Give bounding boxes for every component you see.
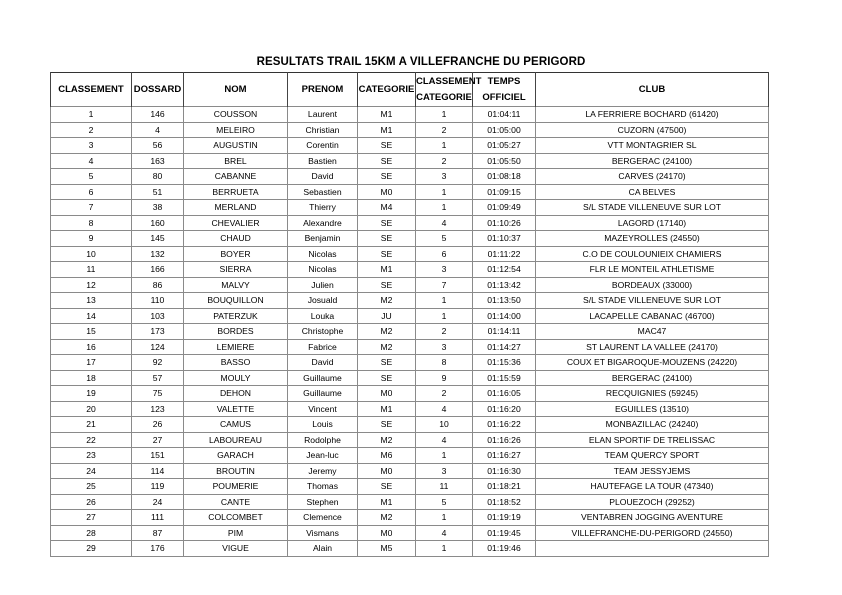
dossard-cell: 86 (132, 277, 184, 293)
classement-categorie-cell: 1 (416, 200, 473, 216)
classement-categorie-cell: 1 (416, 184, 473, 200)
dossard-cell: 173 (132, 324, 184, 340)
club-cell: HAUTEFAGE LA TOUR (47340) (536, 479, 769, 495)
table-row (51, 293, 769, 309)
categorie-cell: M5 (358, 541, 416, 557)
table-row (51, 308, 769, 324)
header-classement-categorie: CLASSEMENT CATEGORIE (416, 73, 473, 107)
dossard-cell: 166 (132, 262, 184, 278)
temps-cell: 01:12:54 (473, 262, 536, 278)
classement-categorie-cell: 1 (416, 541, 473, 557)
header-nom: NOM (184, 73, 288, 107)
nom-cell: AUGUSTIN (184, 138, 288, 154)
table-row (51, 386, 769, 402)
categorie-cell: SE (358, 246, 416, 262)
categorie-cell: M2 (358, 432, 416, 448)
dossard-cell: 57 (132, 370, 184, 386)
table-row (51, 184, 769, 200)
temps-cell: 01:19:45 (473, 525, 536, 541)
club-cell: VILLEFRANCHE-DU-PERIGORD (24550) (536, 525, 769, 541)
nom-cell: PIM (184, 525, 288, 541)
dossard-cell: 146 (132, 107, 184, 123)
temps-cell: 01:05:50 (473, 153, 536, 169)
classement-categorie-cell: 8 (416, 355, 473, 371)
classement-categorie-cell: 3 (416, 262, 473, 278)
dossard-cell: 145 (132, 231, 184, 247)
nom-cell: BOYER (184, 246, 288, 262)
dossard-cell: 132 (132, 246, 184, 262)
temps-cell: 01:18:21 (473, 479, 536, 495)
classement-cell: 21 (51, 417, 132, 433)
dossard-cell: 163 (132, 153, 184, 169)
club-cell: BORDEAUX (33000) (536, 277, 769, 293)
classement-categorie-cell: 3 (416, 169, 473, 185)
categorie-cell: SE (358, 370, 416, 386)
club-cell (536, 541, 769, 557)
prenom-cell: Laurent (288, 107, 358, 123)
classement-cell: 23 (51, 448, 132, 464)
temps-cell: 01:16:27 (473, 448, 536, 464)
prenom-cell: Alain (288, 541, 358, 557)
club-cell: S/L STADE VILLENEUVE SUR LOT (536, 200, 769, 216)
prenom-cell: Jean-luc (288, 448, 358, 464)
classement-cell: 6 (51, 184, 132, 200)
classement-cell: 29 (51, 541, 132, 557)
club-cell: CUZORN (47500) (536, 122, 769, 138)
nom-cell: CHEVALIER (184, 215, 288, 231)
classement-cell: 13 (51, 293, 132, 309)
classement-categorie-cell: 1 (416, 448, 473, 464)
temps-cell: 01:16:30 (473, 463, 536, 479)
classement-cell: 26 (51, 494, 132, 510)
nom-cell: CANTE (184, 494, 288, 510)
categorie-cell: SE (358, 355, 416, 371)
prenom-cell: Guillaume (288, 370, 358, 386)
temps-cell: 01:04:11 (473, 107, 536, 123)
categorie-cell: M1 (358, 494, 416, 510)
temps-cell: 01:05:27 (473, 138, 536, 154)
categorie-cell: M1 (358, 122, 416, 138)
classement-cell: 10 (51, 246, 132, 262)
categorie-cell: JU (358, 308, 416, 324)
temps-cell: 01:13:42 (473, 277, 536, 293)
dossard-cell: 24 (132, 494, 184, 510)
nom-cell: SIERRA (184, 262, 288, 278)
prenom-cell: Clemence (288, 510, 358, 526)
classement-categorie-cell: 4 (416, 215, 473, 231)
temps-cell: 01:11:22 (473, 246, 536, 262)
table-row (51, 510, 769, 526)
classement-categorie-cell: 5 (416, 231, 473, 247)
classement-categorie-cell: 5 (416, 494, 473, 510)
classement-categorie-cell: 9 (416, 370, 473, 386)
prenom-cell: Julien (288, 277, 358, 293)
temps-cell: 01:10:26 (473, 215, 536, 231)
club-cell: MAC47 (536, 324, 769, 340)
prenom-cell: Jeremy (288, 463, 358, 479)
club-cell: COUX ET BIGAROQUE-MOUZENS (24220) (536, 355, 769, 371)
classement-cell: 22 (51, 432, 132, 448)
categorie-cell: M4 (358, 200, 416, 216)
classement-cell: 7 (51, 200, 132, 216)
table-row (51, 231, 769, 247)
table-row (51, 494, 769, 510)
classement-cell: 15 (51, 324, 132, 340)
table-row (51, 417, 769, 433)
classement-cell: 2 (51, 122, 132, 138)
classement-cell: 1 (51, 107, 132, 123)
nom-cell: BOUQUILLON (184, 293, 288, 309)
header-categorie: CATEGORIE (358, 73, 416, 107)
categorie-cell: M6 (358, 448, 416, 464)
prenom-cell: Louka (288, 308, 358, 324)
classement-cell: 28 (51, 525, 132, 541)
club-cell: ELAN SPORTIF DE TRELISSAC (536, 432, 769, 448)
classement-categorie-cell: 2 (416, 153, 473, 169)
nom-cell: LEMIERE (184, 339, 288, 355)
header-prenom: PRENOM (288, 73, 358, 107)
temps-cell: 01:16:20 (473, 401, 536, 417)
classement-cell: 17 (51, 355, 132, 371)
table-row (51, 370, 769, 386)
dossard-cell: 160 (132, 215, 184, 231)
header-classement: CLASSEMENT (51, 73, 132, 107)
header-dossard: DOSSARD (132, 73, 184, 107)
categorie-cell: SE (358, 215, 416, 231)
club-cell: CARVES (24170) (536, 169, 769, 185)
dossard-cell: 111 (132, 510, 184, 526)
classement-cell: 11 (51, 262, 132, 278)
classement-categorie-cell: 7 (416, 277, 473, 293)
categorie-cell: M0 (358, 386, 416, 402)
temps-cell: 01:16:05 (473, 386, 536, 402)
table-row (51, 215, 769, 231)
categorie-cell: M0 (358, 184, 416, 200)
dossard-cell: 176 (132, 541, 184, 557)
categorie-cell: M2 (358, 324, 416, 340)
dossard-cell: 27 (132, 432, 184, 448)
temps-cell: 01:19:46 (473, 541, 536, 557)
nom-cell: VIGUE (184, 541, 288, 557)
categorie-cell: M0 (358, 525, 416, 541)
results-body (51, 107, 769, 557)
temps-cell: 01:10:37 (473, 231, 536, 247)
prenom-cell: Rodolphe (288, 432, 358, 448)
results-table (50, 72, 769, 557)
table-row (51, 153, 769, 169)
club-cell: FLR LE MONTEIL ATHLETISME (536, 262, 769, 278)
table-row (51, 324, 769, 340)
dossard-cell: 87 (132, 525, 184, 541)
table-row (51, 448, 769, 464)
dossard-cell: 51 (132, 184, 184, 200)
temps-cell: 01:19:19 (473, 510, 536, 526)
table-row (51, 463, 769, 479)
prenom-cell: Bastien (288, 153, 358, 169)
nom-cell: BERRUETA (184, 184, 288, 200)
dossard-cell: 114 (132, 463, 184, 479)
categorie-cell: M2 (358, 293, 416, 309)
prenom-cell: Benjamin (288, 231, 358, 247)
nom-cell: CAMUS (184, 417, 288, 433)
classement-cell: 5 (51, 169, 132, 185)
table-row (51, 122, 769, 138)
nom-cell: PATERZUK (184, 308, 288, 324)
classement-categorie-cell: 1 (416, 293, 473, 309)
classement-categorie-cell: 2 (416, 122, 473, 138)
nom-cell: LABOUREAU (184, 432, 288, 448)
prenom-cell: David (288, 355, 358, 371)
classement-cell: 14 (51, 308, 132, 324)
dossard-cell: 119 (132, 479, 184, 495)
table-row (51, 479, 769, 495)
dossard-cell: 103 (132, 308, 184, 324)
nom-cell: MELEIRO (184, 122, 288, 138)
temps-cell: 01:15:36 (473, 355, 536, 371)
header-club: CLUB (536, 73, 769, 107)
club-cell: TEAM JESSYJEMS (536, 463, 769, 479)
club-cell: LA FERRIERE BOCHARD (61420) (536, 107, 769, 123)
club-cell: C.O DE COULOUNIEIX CHAMIERS (536, 246, 769, 262)
categorie-cell: M2 (358, 510, 416, 526)
temps-cell: 01:16:22 (473, 417, 536, 433)
dossard-cell: 80 (132, 169, 184, 185)
nom-cell: BROUTIN (184, 463, 288, 479)
temps-cell: 01:05:00 (473, 122, 536, 138)
prenom-cell: Sebastien (288, 184, 358, 200)
table-row (51, 339, 769, 355)
categorie-cell: M1 (358, 262, 416, 278)
nom-cell: BASSO (184, 355, 288, 371)
prenom-cell: Nicolas (288, 262, 358, 278)
dossard-cell: 124 (132, 339, 184, 355)
classement-categorie-cell: 4 (416, 401, 473, 417)
temps-cell: 01:15:59 (473, 370, 536, 386)
temps-cell: 01:16:26 (473, 432, 536, 448)
nom-cell: BORDES (184, 324, 288, 340)
prenom-cell: Stephen (288, 494, 358, 510)
dossard-cell: 4 (132, 122, 184, 138)
classement-categorie-cell: 10 (416, 417, 473, 433)
club-cell: EGUILLES (13510) (536, 401, 769, 417)
classement-categorie-cell: 1 (416, 138, 473, 154)
classement-categorie-cell: 1 (416, 510, 473, 526)
dossard-cell: 151 (132, 448, 184, 464)
club-cell: BERGERAC (24100) (536, 370, 769, 386)
prenom-cell: David (288, 169, 358, 185)
classement-categorie-cell: 1 (416, 107, 473, 123)
classement-categorie-cell: 4 (416, 432, 473, 448)
categorie-cell: SE (358, 417, 416, 433)
nom-cell: MERLAND (184, 200, 288, 216)
categorie-cell: M2 (358, 339, 416, 355)
prenom-cell: Christophe (288, 324, 358, 340)
temps-cell: 01:14:00 (473, 308, 536, 324)
classement-cell: 24 (51, 463, 132, 479)
prenom-cell: Josuald (288, 293, 358, 309)
table-row (51, 401, 769, 417)
classement-cell: 12 (51, 277, 132, 293)
nom-cell: VALETTE (184, 401, 288, 417)
dossard-cell: 92 (132, 355, 184, 371)
table-row (51, 355, 769, 371)
categorie-cell: SE (358, 138, 416, 154)
categorie-cell: SE (358, 231, 416, 247)
categorie-cell: SE (358, 479, 416, 495)
page-title: RESULTATS TRAIL 15KM A VILLEFRANCHE DU PERIGORD (256, 56, 586, 68)
club-cell: ST LAURENT LA VALLEE (24170) (536, 339, 769, 355)
temps-cell: 01:14:27 (473, 339, 536, 355)
prenom-cell: Louis (288, 417, 358, 433)
club-cell: S/L STADE VILLENEUVE SUR LOT (536, 293, 769, 309)
dossard-cell: 123 (132, 401, 184, 417)
club-cell: CA BELVES (536, 184, 769, 200)
table-row (51, 541, 769, 557)
nom-cell: POUMERIE (184, 479, 288, 495)
prenom-cell: Vincent (288, 401, 358, 417)
nom-cell: COUSSON (184, 107, 288, 123)
classement-categorie-cell: 2 (416, 324, 473, 340)
club-cell: TEAM QUERCY SPORT (536, 448, 769, 464)
classement-categorie-cell: 4 (416, 525, 473, 541)
prenom-cell: Nicolas (288, 246, 358, 262)
club-cell: VENTABREN JOGGING AVENTURE (536, 510, 769, 526)
classement-cell: 16 (51, 339, 132, 355)
classement-categorie-cell: 1 (416, 308, 473, 324)
dossard-cell: 38 (132, 200, 184, 216)
club-cell: MONBAZILLAC (24240) (536, 417, 769, 433)
classement-cell: 3 (51, 138, 132, 154)
table-row (51, 169, 769, 185)
prenom-cell: Alexandre (288, 215, 358, 231)
classement-categorie-cell: 3 (416, 463, 473, 479)
table-row (51, 246, 769, 262)
dossard-cell: 110 (132, 293, 184, 309)
prenom-cell: Christian (288, 122, 358, 138)
table-row (51, 525, 769, 541)
nom-cell: MOULY (184, 370, 288, 386)
nom-cell: BREL (184, 153, 288, 169)
table-row (51, 432, 769, 448)
nom-cell: MALVY (184, 277, 288, 293)
classement-cell: 20 (51, 401, 132, 417)
prenom-cell: Guillaume (288, 386, 358, 402)
table-row (51, 200, 769, 216)
classement-categorie-cell: 11 (416, 479, 473, 495)
club-cell: BERGERAC (24100) (536, 153, 769, 169)
classement-cell: 25 (51, 479, 132, 495)
dossard-cell: 56 (132, 138, 184, 154)
classement-cell: 4 (51, 153, 132, 169)
categorie-cell: M1 (358, 107, 416, 123)
classement-categorie-cell: 6 (416, 246, 473, 262)
temps-cell: 01:13:50 (473, 293, 536, 309)
table-row (51, 138, 769, 154)
temps-cell: 01:09:15 (473, 184, 536, 200)
categorie-cell: M0 (358, 463, 416, 479)
prenom-cell: Thierry (288, 200, 358, 216)
classement-categorie-cell: 3 (416, 339, 473, 355)
classement-cell: 8 (51, 215, 132, 231)
nom-cell: CHAUD (184, 231, 288, 247)
club-cell: MAZEYROLLES (24550) (536, 231, 769, 247)
temps-cell: 01:09:49 (473, 200, 536, 216)
classement-cell: 27 (51, 510, 132, 526)
club-cell: PLOUEZOCH (29252) (536, 494, 769, 510)
club-cell: VTT MONTAGRIER SL (536, 138, 769, 154)
prenom-cell: Vismans (288, 525, 358, 541)
temps-cell: 01:18:52 (473, 494, 536, 510)
classement-categorie-cell: 2 (416, 386, 473, 402)
table-row (51, 262, 769, 278)
classement-cell: 9 (51, 231, 132, 247)
categorie-cell: SE (358, 153, 416, 169)
categorie-cell: M1 (358, 401, 416, 417)
dossard-cell: 75 (132, 386, 184, 402)
nom-cell: GARACH (184, 448, 288, 464)
nom-cell: CABANNE (184, 169, 288, 185)
nom-cell: DEHON (184, 386, 288, 402)
classement-cell: 18 (51, 370, 132, 386)
temps-cell: 01:08:18 (473, 169, 536, 185)
header-row (51, 73, 769, 107)
header-temps-officiel: TEMPS OFFICIEL (473, 73, 536, 107)
prenom-cell: Thomas (288, 479, 358, 495)
classement-cell: 19 (51, 386, 132, 402)
dossard-cell: 26 (132, 417, 184, 433)
prenom-cell: Corentin (288, 138, 358, 154)
club-cell: RECQUIGNIES (59245) (536, 386, 769, 402)
temps-cell: 01:14:11 (473, 324, 536, 340)
club-cell: LAGORD (17140) (536, 215, 769, 231)
table-row (51, 107, 769, 123)
nom-cell: COLCOMBET (184, 510, 288, 526)
prenom-cell: Fabrice (288, 339, 358, 355)
categorie-cell: SE (358, 169, 416, 185)
club-cell: LACAPELLE CABANAC (46700) (536, 308, 769, 324)
table-row (51, 277, 769, 293)
categorie-cell: SE (358, 277, 416, 293)
